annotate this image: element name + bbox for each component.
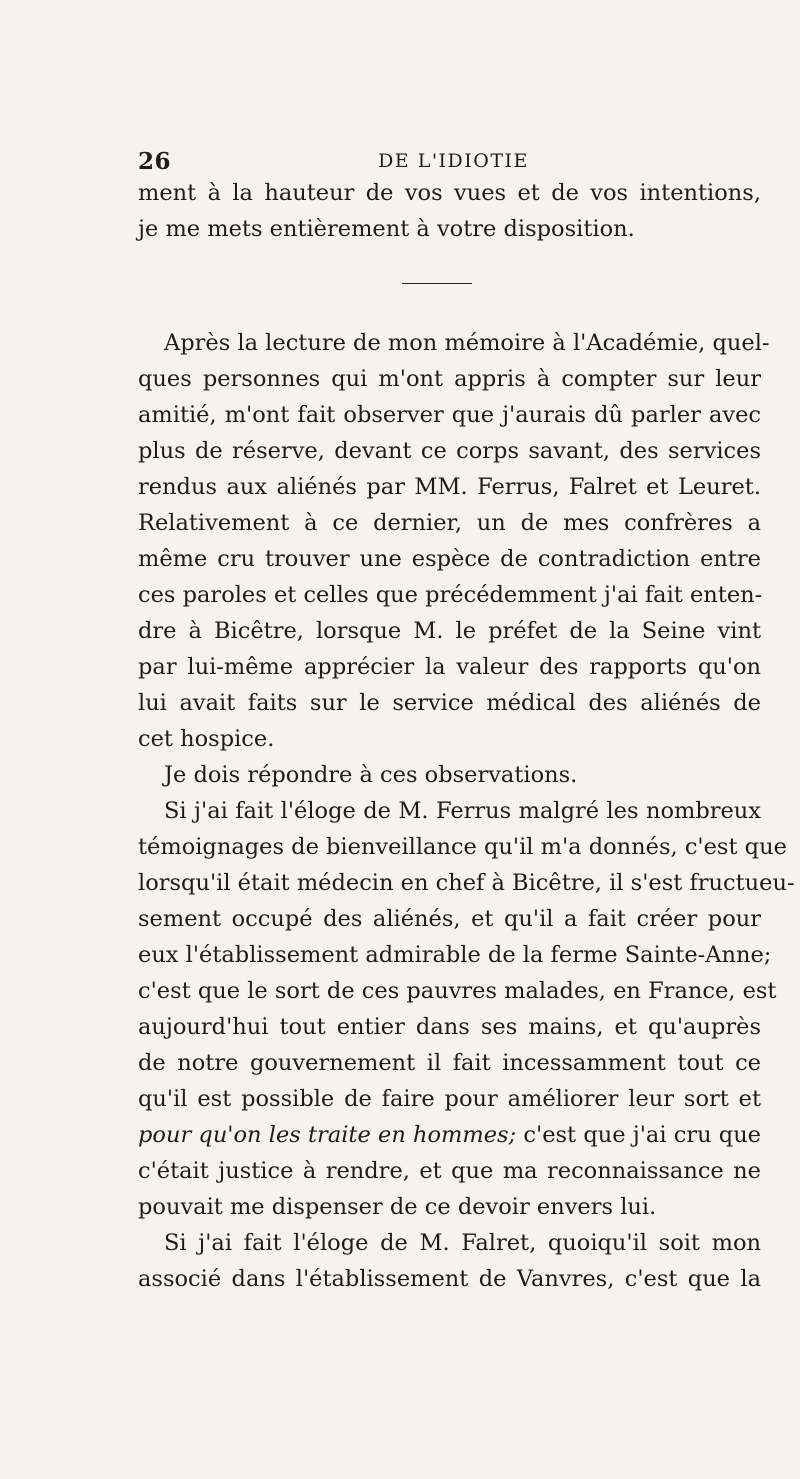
text-line: c'est que le sort de ces pauvres malades, en France, est bbox=[138, 978, 777, 1004]
paragraph-start: Si j'ai fait l'éloge de M. Ferrus malgré les nombreux bbox=[164, 798, 761, 824]
running-title: DE L'IDIOTIE bbox=[378, 150, 529, 172]
text-line-mixed bbox=[138, 1118, 761, 1152]
text-line: je me mets entièrement à votre disposition. bbox=[138, 216, 635, 242]
text-line: lui avait faits sur le service médical des aliénés de bbox=[138, 690, 761, 716]
text-line: dre à Bicêtre, lorsque M. le préfet de la Seine vint bbox=[138, 618, 761, 644]
text-line: par lui-même apprécier la valeur des rapports qu'on bbox=[138, 654, 761, 680]
text-line: ques personnes qui m'ont appris à compter sur leur bbox=[138, 366, 761, 392]
text-line: sement occupé des aliénés, et qu'il a fait créer pour bbox=[138, 906, 761, 932]
text-line: aujourd'hui tout entier dans ses mains, et qu'auprès bbox=[138, 1014, 761, 1040]
italic-phrase: pour qu'on les traite en hommes; bbox=[138, 1122, 517, 1148]
text-line: ces paroles et celles que précédemment j'ai fait enten- bbox=[138, 582, 763, 608]
text-line: lorsqu'il était médecin en chef à Bicêtre, il s'est fructueu- bbox=[138, 870, 795, 896]
paragraph-start: Après la lecture de mon mémoire à l'Académie, quel- bbox=[164, 330, 770, 356]
text-line: de notre gouvernement il fait incessamment tout ce bbox=[138, 1050, 761, 1076]
text-line: témoignages de bienveillance qu'il m'a donnés, c'est que bbox=[138, 834, 787, 860]
text-line: eux l'établissement admirable de la ferme Sainte-Anne; bbox=[138, 942, 772, 968]
paragraph-start: Si j'ai fait l'éloge de M. Falret, quoiqu'il soit mon bbox=[164, 1230, 761, 1256]
section-divider bbox=[402, 283, 472, 284]
text-line: Relativement à ce dernier, un de mes confrères a bbox=[138, 510, 761, 536]
text-line: cet hospice. bbox=[138, 726, 275, 752]
page-number: 26 bbox=[138, 148, 172, 175]
text-line: ment à la hauteur de vos vues et de vos intentions, bbox=[138, 180, 761, 206]
text-fragment: c'est que j'ai cru que bbox=[523, 1122, 762, 1148]
text-line: qu'il est possible de faire pour améliorer leur sort et bbox=[138, 1086, 761, 1112]
text-line: plus de réserve, devant ce corps savant, des services bbox=[138, 438, 761, 464]
text-line: même cru trouver une espèce de contradiction entre bbox=[138, 546, 761, 572]
text-line: c'était justice à rendre, et que ma reconnaissance ne bbox=[138, 1158, 761, 1184]
text-line: associé dans l'établissement de Vanvres, c'est que la bbox=[138, 1266, 761, 1292]
paragraph-start: Je dois répondre à ces observations. bbox=[164, 762, 578, 788]
text-line: rendus aux aliénés par MM. Ferrus, Falret et Leuret. bbox=[138, 474, 761, 500]
text-line: amitié, m'ont fait observer que j'aurais dû parler avec bbox=[138, 402, 761, 428]
text-line: pouvait me dispenser de ce devoir envers lui. bbox=[138, 1194, 657, 1220]
